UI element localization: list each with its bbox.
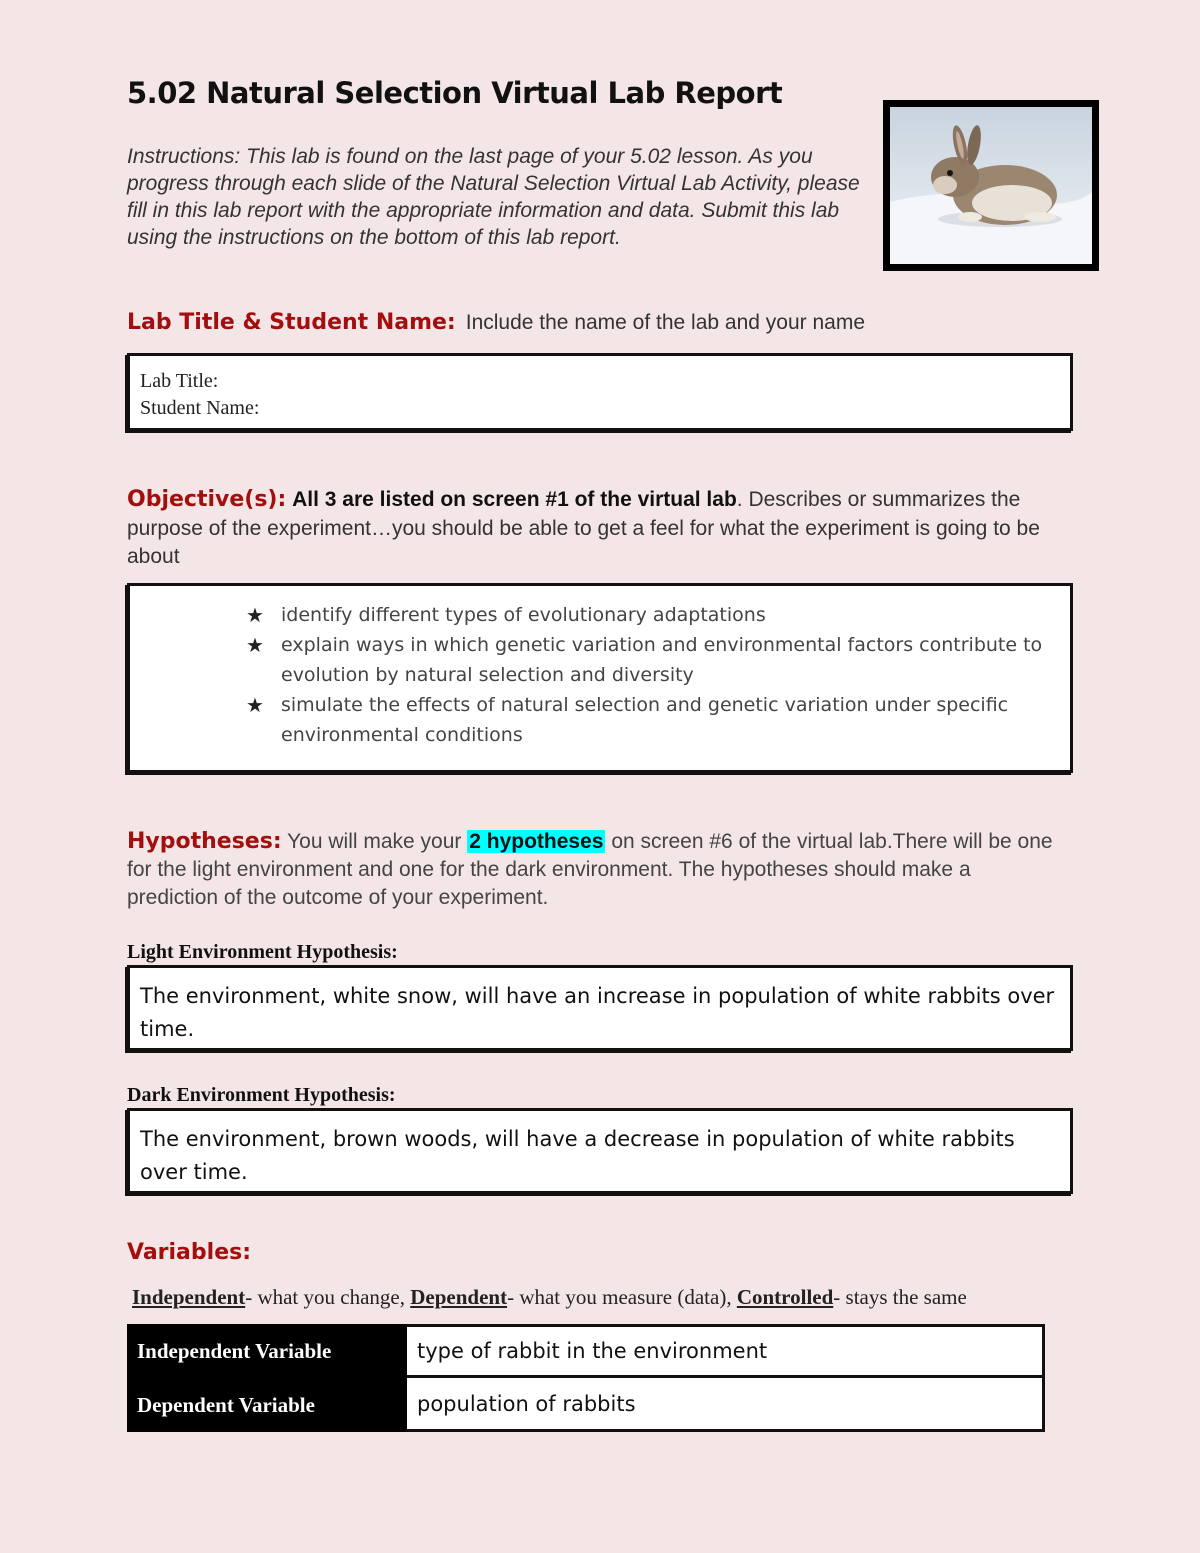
- objective-item: [246, 600, 1058, 630]
- hypotheses-section-header: [127, 828, 1067, 912]
- objectives-heading: Objective(s):: [127, 487, 287, 512]
- objective-item: [246, 630, 1058, 690]
- student-name-label: Student Name:: [140, 397, 260, 419]
- table-row: [127, 1324, 1045, 1378]
- hypotheses-text-rest: There will be one for the light environment and one for the dark environment. The hypotheses should make a prediction of the outcome of your experiment.: [127, 830, 1053, 909]
- variables-table: [127, 1324, 1045, 1432]
- objective-text: explain ways in which genetic variation and environmental factors contribute to evolution by natural selection and diversity: [281, 634, 1043, 686]
- lab-title-section-header: [127, 310, 865, 335]
- objectives-bold-text: All 3 are listed on screen #1 of the virtual lab: [292, 488, 737, 511]
- hypotheses-highlight: 2 hypotheses: [469, 830, 604, 853]
- star-icon: ★: [246, 633, 264, 657]
- hypotheses-heading: Hypotheses:: [127, 829, 282, 854]
- star-icon: ★: [246, 693, 264, 717]
- variables-heading: Variables:: [127, 1240, 252, 1265]
- dependent-variable-value[interactable]: population of rabbits: [407, 1378, 1045, 1432]
- objectives-section-header: [127, 486, 1077, 572]
- independent-desc: - what you change,: [245, 1285, 405, 1309]
- independent-variable-label: Independent Variable: [127, 1324, 407, 1378]
- lab-title-description: Include the name of the lab and your name: [465, 311, 866, 334]
- dark-hypothesis-box[interactable]: [127, 1108, 1073, 1194]
- star-icon: ★: [246, 603, 264, 627]
- lab-title-label: Lab Title:: [140, 370, 219, 392]
- objectives-box: [127, 583, 1073, 773]
- hypotheses-text-before: You will make your: [287, 830, 462, 853]
- lab-title-box[interactable]: [127, 353, 1073, 431]
- independent-term: Independent: [132, 1285, 246, 1309]
- dark-hypothesis-label: Dark Environment Hypothesis:: [127, 1084, 396, 1106]
- objective-text: simulate the effects of natural selection and genetic variation under specific environmental conditions: [281, 694, 1009, 746]
- objective-text: identify different types of evolutionary adaptations: [281, 604, 766, 626]
- page-title: 5.02 Natural Selection Virtual Lab Report: [127, 76, 783, 110]
- light-hypothesis-label: Light Environment Hypothesis:: [127, 941, 398, 963]
- lab-title-heading: Lab Title & Student Name:: [127, 310, 456, 335]
- table-row: [127, 1378, 1045, 1432]
- light-hypothesis-answer: The environment, white snow, will have an increase in population of white rabbits over time.: [140, 984, 1055, 1041]
- rabbit-illustration: [890, 107, 1092, 264]
- controlled-term: Controlled: [736, 1285, 834, 1309]
- objective-item: [246, 690, 1058, 750]
- dark-hypothesis-answer: The environment, brown woods, will have a decrease in population of white rabbits over time.: [140, 1127, 1015, 1184]
- dependent-desc: - what you measure (data),: [507, 1285, 732, 1309]
- controlled-desc: - stays the same: [833, 1285, 967, 1309]
- variables-description: [132, 1285, 967, 1310]
- dependent-term: Dependent: [410, 1285, 508, 1309]
- light-hypothesis-box[interactable]: [127, 965, 1073, 1051]
- dependent-variable-label: Dependent Variable: [127, 1378, 407, 1432]
- hypotheses-text-after: on screen #6 of the virtual lab.: [611, 830, 893, 853]
- rabbit-photo: [883, 100, 1099, 271]
- independent-variable-value[interactable]: type of rabbit in the environment: [407, 1324, 1045, 1378]
- objectives-description: . Describes or summarizes the purpose of the experiment…you should be able to get a feel for what the experiment is going to be about: [127, 488, 1040, 568]
- instructions-text: Instructions: This lab is found on the last page of your 5.02 lesson. As you progress through each slide of the Natural Selection Virtual Lab Activity, please fill in this lab report with the appropriate information and data. Submit this lab using the instructions on the bottom of this lab report.: [127, 145, 860, 249]
